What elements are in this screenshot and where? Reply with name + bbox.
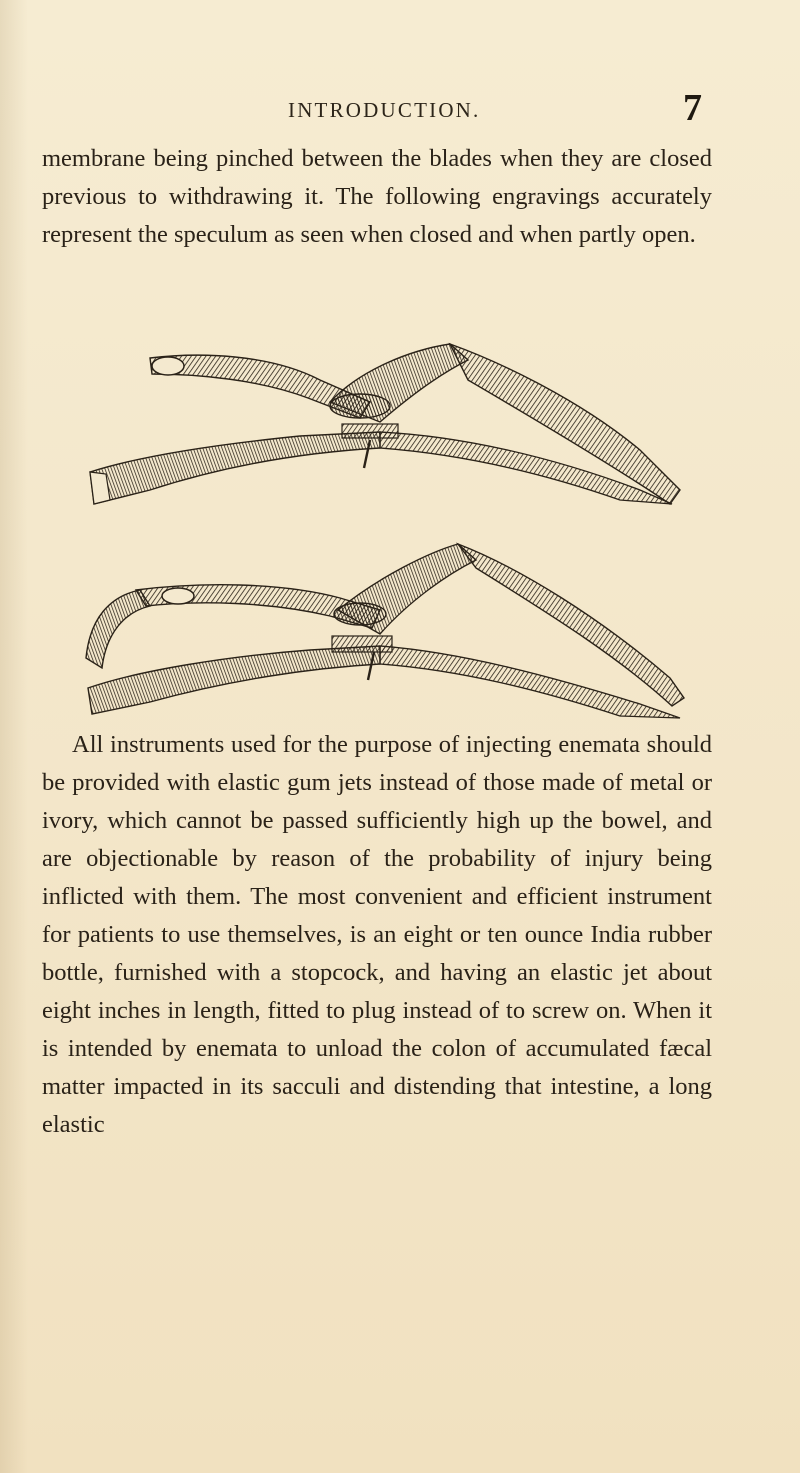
page-header (0, 88, 800, 128)
paragraph-2: All instruments used for the purpose of injecting enemata should be provided with elastic gum jets instead of those made of metal or ivory, which cannot be passed sufficiently high up the bowel, and are objectionable by reason of the probability of injury being inflicted with them. The most convenient and efficient instrument for patients to use themselves, is an eight or ten ounce India rubber bottle, furnished with a stopcock, and having an elastic jet about eight inches in length, fitted to plug instead of to screw on. When it is intended by enemata to unload the colon of accumulated fæcal matter impacted in its sacculi and distending that intestine, a long elastic (42, 731, 712, 1138)
gutter-shadow (0, 0, 28, 1473)
speculum-closed-engraving (80, 340, 690, 512)
page-number: 7 (683, 87, 702, 129)
paragraph-1: membrane being pinched between the blades when they are closed previous to withdrawing it. The following engravings accurately represent the speculum as seen when closed and when partly open. (42, 145, 712, 248)
running-head: INTRODUCTION. (288, 98, 481, 122)
speculum-partly-open-engraving (80, 538, 690, 724)
